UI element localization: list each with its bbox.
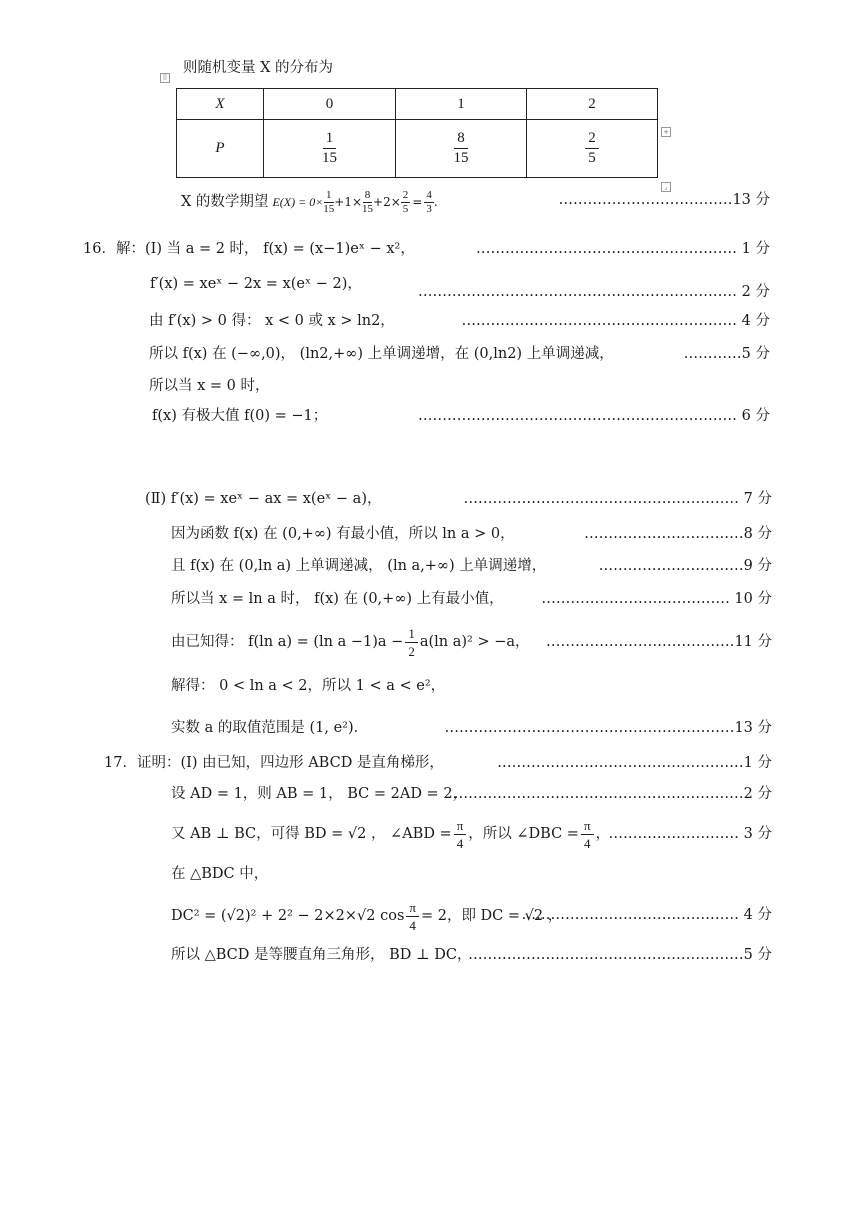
q16-line5: 所以当 x = 0 时， — [149, 378, 270, 394]
q16-line1: 16．解：(Ⅰ) 当 a = 2 时， f(x) = (x−1)eˣ − x²， — [83, 241, 415, 257]
anchor-marker-icon: ⠿ — [160, 73, 170, 83]
intro-text: 则随机变量 X 的分布为 — [183, 60, 334, 76]
fraction: $\frac{1}{2}$ — [405, 625, 418, 660]
add-row-marker-icon: + — [661, 127, 671, 137]
table-row-label: P — [177, 120, 264, 178]
table-header-cell: 1 — [396, 89, 527, 120]
score-line: ……………………………………………… 1 分 — [476, 241, 770, 257]
expectation-line: X 的数学期望 E(X) = 0× $\frac{1}{15}$ +1× $\frac{8}{15}$ +2× $\frac{2}{5}$ = $\frac{4}{3}$ . — [181, 188, 438, 215]
expectation-formula: E(X) = 0× — [272, 195, 324, 209]
score-line: …………5 分 — [683, 346, 770, 362]
q17-line1: 17．证明：(Ⅰ) 由已知，四边形 ABCD 是直角梯形， — [104, 755, 444, 771]
score-line: ………………………………………………… 4 分 — [461, 313, 770, 329]
q17-line6: 所以 △BCD 是等腰直角三角形， BD ⊥ DC， — [171, 947, 472, 963]
score-line: ………………………………… 10 分 — [541, 591, 772, 607]
q16-part2-line7: 实数 a 的取值范围是 (1, e²)． — [171, 720, 369, 736]
fraction: $\frac{\pi}{4}$ — [406, 899, 419, 934]
q16-part2-line1: (Ⅱ) f′(x) = xeˣ − ax = x(eˣ − a)， — [145, 491, 382, 507]
q16-line6: f(x) 有极大值 f(0) = −1； — [152, 408, 328, 424]
q16-part2-line3: 且 f(x) 在 (0,ln a) 上单调递减， (ln a,+∞) 上单调递增， — [171, 558, 547, 574]
q17-line2: 设 AD = 1，则 AB = 1， BC = 2AD = 2， — [171, 786, 468, 802]
score-13: ………………………………13 分 — [558, 192, 770, 208]
score-line: …………………………………11 分 — [545, 634, 772, 650]
table-header-cell: 0 — [264, 89, 396, 120]
distribution-table — [176, 88, 658, 178]
q16-line2: f′(x) = xeˣ − 2x = x(eˣ − 2)， — [150, 276, 362, 292]
fraction: $\frac{\pi}{4}$ — [581, 817, 594, 852]
fraction: $\frac{2}{5}$ — [402, 188, 409, 215]
q16-part2-line5: 由已知得： f(ln a) = (ln a −1)a − $\frac{1}{2}$ a(ln a)² > −a， — [171, 625, 530, 659]
table-header-cell: 2 — [527, 89, 658, 120]
score-line: ……………………… 3 分 — [608, 826, 772, 842]
table-prob-cell: $\frac{8}{15}$ — [396, 120, 527, 178]
q16-part2-line4: 所以当 x = ln a 时， f(x) 在 (0,+∞) 上有最小值， — [171, 591, 504, 607]
score-line: ………………………………………………………… 2 分 — [418, 284, 770, 300]
score-line: ……………………………………………1 分 — [497, 755, 772, 771]
fraction: $\frac{1}{15}$ — [323, 188, 335, 215]
q16-part2-line2: 因为函数 f(x) 在 (0,+∞) 有最小值，所以 ln a > 0， — [171, 526, 515, 542]
fraction: $\frac{8}{15}$ — [362, 188, 374, 215]
q17-line4: 在 △BDC 中， — [171, 866, 269, 882]
q17-line5: DC² = (√2)² + 2² − 2×2×√2 cos $\frac{\pi}{4}$ = 2，即 DC = √2 ， — [171, 899, 563, 933]
q16-part2-line6: 解得： 0 < ln a < 2，所以 1 < a < e²， — [171, 678, 446, 694]
score-line: ………………………………………………………… 6 分 — [418, 408, 770, 424]
table-header-cell: X — [177, 89, 264, 120]
score-line: ……………………………………………………13 分 — [444, 720, 772, 736]
score-line: ……………………………8 分 — [584, 526, 772, 542]
score-line: …………………………9 分 — [598, 558, 772, 574]
score-line: …………………………………………………5 分 — [468, 947, 772, 963]
fraction: $\frac{\pi}{4}$ — [454, 817, 467, 852]
fraction: $\frac{4}{3}$ — [426, 188, 432, 215]
q16-line3: 由 f′(x) > 0 得： x < 0 或 x > ln2， — [149, 313, 395, 329]
expectation-lead: X 的数学期望 — [181, 194, 269, 210]
resize-marker-icon: ⌟ — [661, 182, 671, 192]
table-prob-cell: $\frac{2}{5}$ — [527, 120, 658, 178]
score-line: ……………………………………………………2 分 — [453, 786, 772, 802]
score-line: ……………………………………… 4 分 — [521, 907, 772, 923]
q17-line3: 又 AB ⊥ BC，可得 BD = √2 ， ∠ABD = $\frac{\pi}{4}$ ，所以 ∠DBC = $\frac{\pi}{4}$ ， — [171, 817, 611, 851]
score-line: ………………………………………………… 7 分 — [463, 491, 772, 507]
table-prob-cell: $\frac{1}{15}$ — [264, 120, 396, 178]
q16-line4: 所以 f(x) 在 (−∞,0)， (ln2,+∞) 上单调递增，在 (0,ln2) 上单调递减， — [149, 346, 614, 362]
